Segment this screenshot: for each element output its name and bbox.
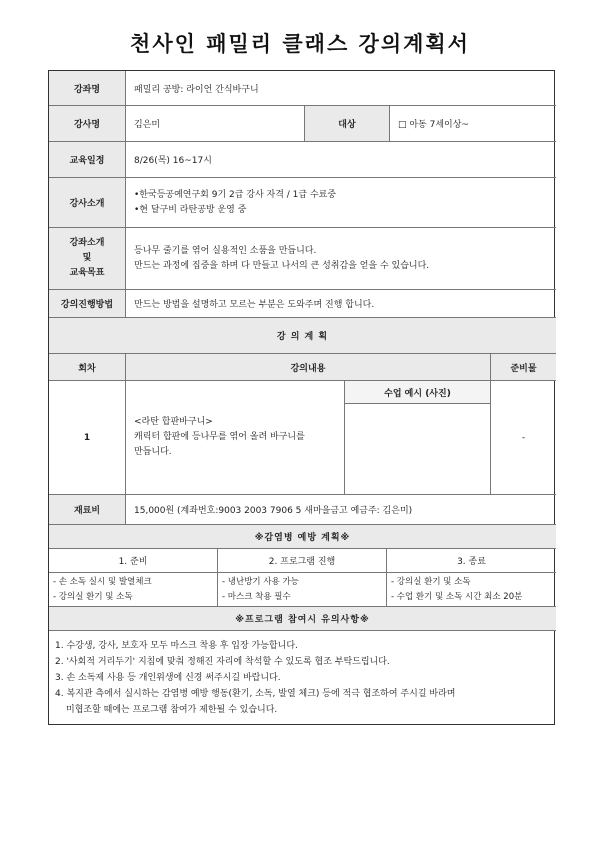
intro-value (126, 178, 556, 228)
prevention-item: - 냉난방기 사용 가능 (222, 576, 299, 587)
intro-label: 강사소개 (49, 178, 126, 228)
materials-col-header: 준비물 (491, 354, 556, 381)
goal-label-line: 및 (82, 253, 92, 263)
plan-table (48, 70, 555, 725)
notice-item: 4. 복지관 측에서 실시하는 감염병 예방 행동(환기, 소독, 발열 체크) 등에 적극 협조하여 주시길 바라며 (55, 688, 456, 699)
prevention-item: - 강의실 환기 및 소독 (391, 576, 471, 587)
notice-item: 1. 수강생, 강사, 보호자 모두 마스크 착용 후 입장 가능합니다. (55, 640, 298, 651)
goal-label-line: 교육목표 (69, 268, 105, 278)
course-label: 강좌명 (49, 71, 126, 106)
notice-header: ※프로그램 참여시 유의사항※ (49, 607, 556, 631)
session-col-header: 회차 (49, 354, 126, 381)
notice-item: 미협조할 때에는 프로그램 참여가 제한될 수 있습니다. (66, 704, 278, 715)
fee-value: 15,000원 (계좌번호:9003 2003 7906 5 새마을금고 예금주: 김은미) (126, 495, 556, 525)
prevention-col-items (218, 573, 387, 607)
prevention-col-title: 1. 준비 (49, 549, 218, 573)
plan-header: 강 의 계 획 (49, 318, 556, 354)
notice-item: 3. 손 소독제 사용 등 개인위생에 신경 써주시길 바랍니다. (55, 672, 281, 683)
prevention-col-title: 3. 종료 (387, 549, 556, 573)
prevention-col-title: 2. 프로그램 진행 (218, 549, 387, 573)
prevention-header: ※감염병 예방 계획※ (49, 525, 556, 549)
prevention-item: - 손 소독 실시 및 발열체크 (53, 576, 152, 587)
intro-line: •한국등공예연구회 9기 2급 강사 자격 / 1급 수료중 (134, 189, 337, 200)
prevention-item: - 수업 환기 및 소독 시간 최소 20분 (391, 591, 523, 602)
prevention-col-items (387, 573, 556, 607)
content-line: <라탄 합판바구니> (134, 417, 213, 427)
document-title: 천사인 패밀리 클래스 강의계획서 (130, 32, 470, 56)
content-line: 캐릭터 합판에 등나무를 엮어 올려 바구니를 (134, 432, 305, 442)
content-line: 만듭니다. (134, 447, 172, 457)
method-label: 강의진행방법 (49, 290, 126, 318)
content-cell (126, 381, 345, 495)
course-value: 패밀리 공방: 라이언 간식바구니 (126, 71, 556, 106)
target-label: 대상 (305, 106, 390, 142)
fee-label: 재료비 (49, 495, 126, 525)
session-number: 1 (49, 381, 126, 495)
instructor-label: 강사명 (49, 106, 126, 142)
goal-label (49, 228, 126, 290)
content-col-header: 강의내용 (126, 354, 491, 381)
photo-header: 수업 예시 (사진) (345, 381, 490, 404)
goal-value (126, 228, 556, 290)
prevention-col-items (49, 573, 218, 607)
goal-line: 만드는 과정에 집중을 하며 다 만들고 나서의 큰 성취감을 얻을 수 있습니다. (134, 260, 430, 271)
intro-line: •현 달구비 라탄공방 운영 중 (134, 204, 247, 215)
notice-list (49, 631, 556, 724)
goal-line: 등나무 줄기를 엮어 실용적인 소품을 만듭니다. (134, 245, 317, 256)
photo-area (345, 381, 491, 495)
method-value: 만드는 방법을 설명하고 모르는 부분은 도와주며 진행 합니다. (126, 290, 556, 318)
schedule-value: 8/26(목) 16~17시 (126, 142, 556, 178)
prevention-item: - 강의실 환기 및 소독 (53, 591, 133, 602)
goal-label-line: 강좌소개 (69, 238, 105, 248)
schedule-label: 교육일정 (49, 142, 126, 178)
notice-item: 2. '사회적 거리두기' 지침에 맞춰 정해진 자리에 착석할 수 있도록 협조 부탁드립니다. (55, 656, 390, 667)
instructor-value: 김은미 (126, 106, 305, 142)
prevention-item: - 마스크 착용 필수 (222, 591, 291, 602)
target-value: □ 아동 7세이상~ (390, 106, 556, 142)
materials-value: - (491, 381, 556, 495)
